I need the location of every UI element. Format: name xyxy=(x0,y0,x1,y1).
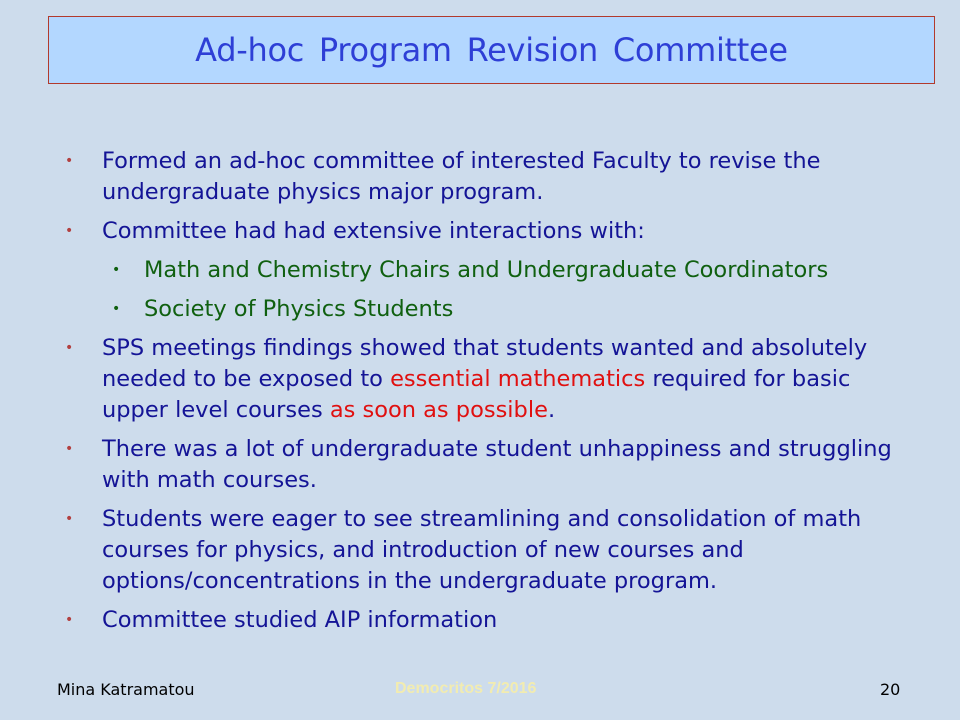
highlight-text: as soon as possible xyxy=(329,397,548,423)
bullet-text: There was a lot of undergraduate student unhappiness and struggling with math courses. xyxy=(102,436,892,493)
footer-author: Mina Katramatou xyxy=(57,680,195,699)
bullet-item xyxy=(62,216,902,247)
sub-bullet-text: Society of Physics Students xyxy=(144,296,454,322)
bullet-text: Committee studied AIP information xyxy=(102,607,498,633)
bullet-text: Students were eager to see streamlining and consolidation of math courses for physics, and introduction of new courses and options/concentrations in the undergraduate program. xyxy=(102,506,862,594)
sub-bullet-text: Math and Chemistry Chairs and Undergraduate Coordinators xyxy=(144,257,829,283)
slide-body xyxy=(62,146,902,644)
bullet-item xyxy=(62,605,902,636)
bullet-text: SPS meetings findings showed that students wanted and absolutely needed to be exposed to xyxy=(102,335,868,392)
bullet-text: Committee had had extensive interactions with: xyxy=(102,218,645,244)
bullet-text: . xyxy=(547,397,556,423)
slide-title: Ad-hoc Program Revision Committee xyxy=(195,31,788,69)
highlight-text: essential mathematics xyxy=(390,366,646,392)
bullet-text: Formed an ad-hoc committee of interested Faculty to revise the undergraduate physics major program. xyxy=(102,148,821,205)
slide-number: 20 xyxy=(880,680,901,699)
sub-bullet-item xyxy=(62,294,902,325)
bullet-item xyxy=(62,504,902,597)
bullet-text: required for basic upper level courses xyxy=(102,366,851,423)
bullet-item xyxy=(62,333,902,426)
slide-title-box xyxy=(48,16,935,84)
bullet-item xyxy=(62,434,902,496)
footer-event: Democritos 7/2016 xyxy=(395,680,537,697)
sub-bullet-item xyxy=(62,255,902,286)
bullet-item xyxy=(62,146,902,208)
